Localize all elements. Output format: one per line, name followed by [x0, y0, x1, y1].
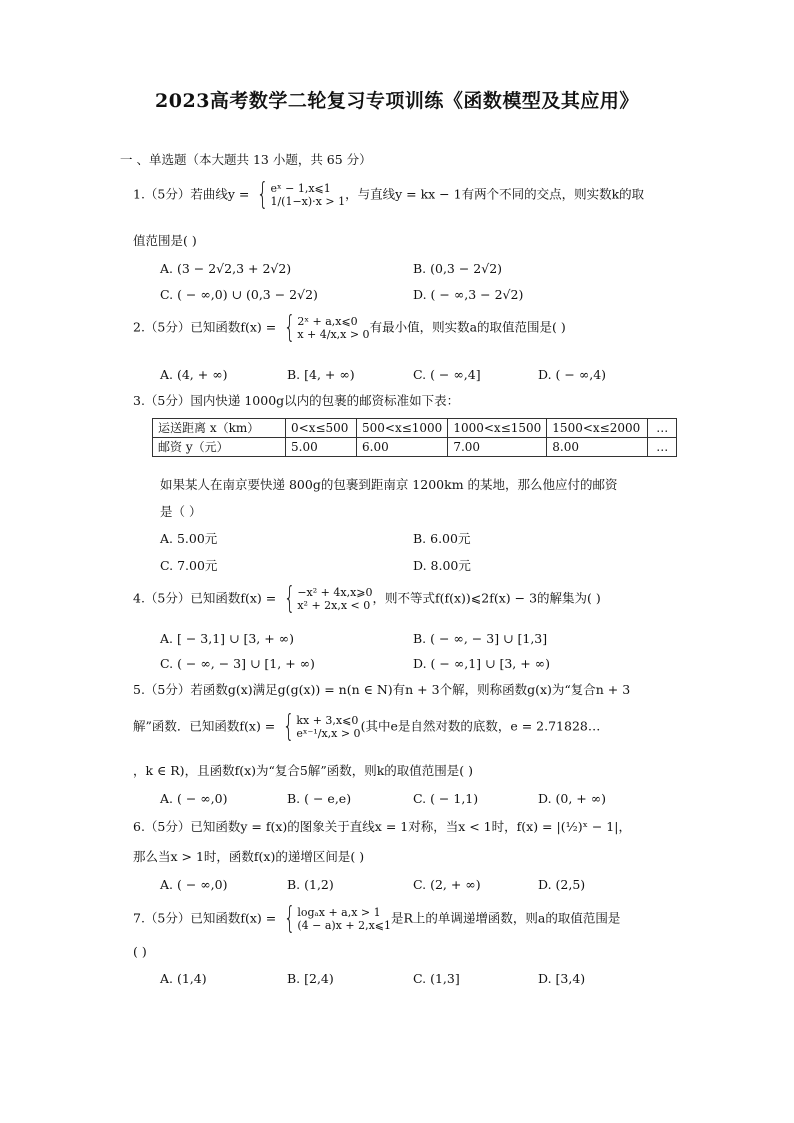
table-cell: 5.00: [286, 438, 357, 457]
table-cell: 500<x≤1000: [357, 419, 448, 438]
page-title: 2023高考数学二轮复习专项训练《函数模型及其应用》: [155, 90, 639, 112]
table-cell: 1500<x≤2000: [547, 419, 648, 438]
q3-option-b[interactable]: B. 6.00元: [413, 531, 471, 546]
table-cell: …: [648, 438, 677, 457]
table-cell: 6.00: [357, 438, 448, 457]
q7-option-b[interactable]: B. [2,4): [287, 971, 334, 986]
q4-option-c[interactable]: C. ( − ∞, − 3] ∪ [1, + ∞): [160, 656, 315, 671]
postage-table: [152, 418, 677, 457]
q3-option-a[interactable]: A. 5.00元: [160, 531, 218, 546]
q1-option-b[interactable]: B. (0,3 − 2√2): [413, 261, 503, 276]
question-3-line3: 是（ ）: [160, 504, 202, 519]
question-5-line1: 5.（5分）若函数g(x)满足g(g(x)) = n(n ∈ N)有n + 3个解，则称函数g(x)为“复合n + 3: [133, 682, 631, 697]
table-cell: 邮资 y（元）: [153, 438, 286, 457]
question-6-line2: 那么当x > 1时，函数f(x)的递增区间是( ): [133, 849, 365, 864]
q7-option-c[interactable]: C. (1,3]: [413, 971, 460, 986]
q5-option-a[interactable]: A. ( − ∞,0): [160, 791, 228, 806]
q4-option-a[interactable]: A. [ − 3,1] ∪ [3, + ∞): [160, 631, 294, 646]
q2-option-c[interactable]: C. ( − ∞,4]: [413, 367, 481, 382]
question-7-stem: 7.（5分）已知函数f(x) = { logₐx + a,x > 1 (4 − a)x + 2,x⩽1 是R上的单调递增函数，则a的取值范围是: [133, 901, 621, 936]
q2-option-b[interactable]: B. [4, + ∞): [287, 367, 355, 382]
question-2-stem: 2.（5分）已知函数f(x) = { 2ˣ + a,x⩽0 x + 4/x,x > 0 有最小值，则实数a的取值范围是( ): [133, 310, 566, 345]
table-cell: 0<x≤500: [286, 419, 357, 438]
q5-option-c[interactable]: C. ( − 1,1): [413, 791, 479, 806]
table-cell: 1000<x≤1500: [448, 419, 547, 438]
q1-option-c[interactable]: C. ( − ∞,0) ∪ (0,3 − 2√2): [160, 287, 318, 302]
piecewise-function: { logₐx + a,x > 1 (4 − a)x + 2,x⩽1: [284, 901, 392, 936]
q4-option-b[interactable]: B. ( − ∞, − 3] ∪ [1,3]: [413, 631, 548, 646]
q1-option-d[interactable]: D. ( − ∞,3 − 2√2): [413, 287, 524, 302]
piecewise-function: { 2ˣ + a,x⩽0 x + 4/x,x > 0: [284, 310, 370, 345]
question-7-line2: ( ): [133, 944, 147, 959]
q6-option-c[interactable]: C. (2, + ∞): [413, 877, 481, 892]
piecewise-function: { kx + 3,x⩽0 eˣ⁻¹/x,x > 0: [283, 709, 361, 744]
q6-option-b[interactable]: B. (1,2): [287, 877, 334, 892]
q5-option-d[interactable]: D. (0, + ∞): [538, 791, 607, 806]
question-5-line2: 解”函数．已知函数f(x) = { kx + 3,x⩽0 eˣ⁻¹/x,x > 0 (其中e是自然对数的底数，e = 2.71828…: [133, 709, 601, 744]
q2-option-a[interactable]: A. (4, + ∞): [160, 367, 228, 382]
q7-option-a[interactable]: A. (1,4): [160, 971, 207, 986]
q6-option-d[interactable]: D. (2,5): [538, 877, 586, 892]
table-row: [153, 438, 677, 457]
table-cell: 运送距离 x（km）: [153, 419, 286, 438]
table-row: [153, 419, 677, 438]
question-3-line2: 如果某人在南京要快递 800g的包裹到距南京 1200km 的某地，那么他应付的邮资: [160, 477, 618, 492]
q7-option-d[interactable]: D. [3,4): [538, 971, 586, 986]
q6-option-a[interactable]: A. ( − ∞,0): [160, 877, 228, 892]
question-1-line2: 值范围是( ): [133, 233, 197, 248]
q2-option-d[interactable]: D. ( − ∞,4): [538, 367, 607, 382]
question-5-line3: ，k ∈ R)，且函数f(x)为“复合5解”函数，则k的取值范围是( ): [133, 763, 474, 778]
q3-option-d[interactable]: D. 8.00元: [413, 558, 471, 573]
piecewise-function: { eˣ − 1,x⩽1 1/(1−x)·x > 1: [257, 177, 346, 212]
table-cell: 7.00: [448, 438, 547, 457]
q4-option-d[interactable]: D. ( − ∞,1] ∪ [3, + ∞): [413, 656, 550, 671]
question-6-line1: 6.（5分）已知函数y = f(x)的图象关于直线x = 1对称，当x < 1时，f(x) = |(½)ˣ − 1|，: [133, 819, 631, 834]
piecewise-function: { −x² + 4x,x⩾0 x² + 2x,x < 0: [284, 581, 373, 616]
table-cell: 8.00: [547, 438, 648, 457]
q3-option-c[interactable]: C. 7.00元: [160, 558, 218, 573]
question-4-stem: 4.（5分）已知函数f(x) = { −x² + 4x,x⩾0 x² + 2x,x < 0 ，则不等式f(f(x))⩽2f(x) − 3的解集为( ): [133, 581, 601, 616]
section-heading: 一 、单选题（本大题共 13 小题，共 65 分）: [120, 152, 372, 167]
q1-option-a[interactable]: A. (3 − 2√2,3 + 2√2): [160, 261, 292, 276]
question-3-stem: 3.（5分）国内快递 1000g以内的包裹的邮资标准如下表：: [133, 393, 460, 408]
question-1-stem: 1.（5分）若曲线y = { eˣ − 1,x⩽1 1/(1−x)·x > 1 ，与直线y = kx − 1有两个不同的交点，则实数k的取: [133, 177, 645, 212]
table-cell: …: [648, 419, 677, 438]
q5-option-b[interactable]: B. ( − e,e): [287, 791, 352, 806]
